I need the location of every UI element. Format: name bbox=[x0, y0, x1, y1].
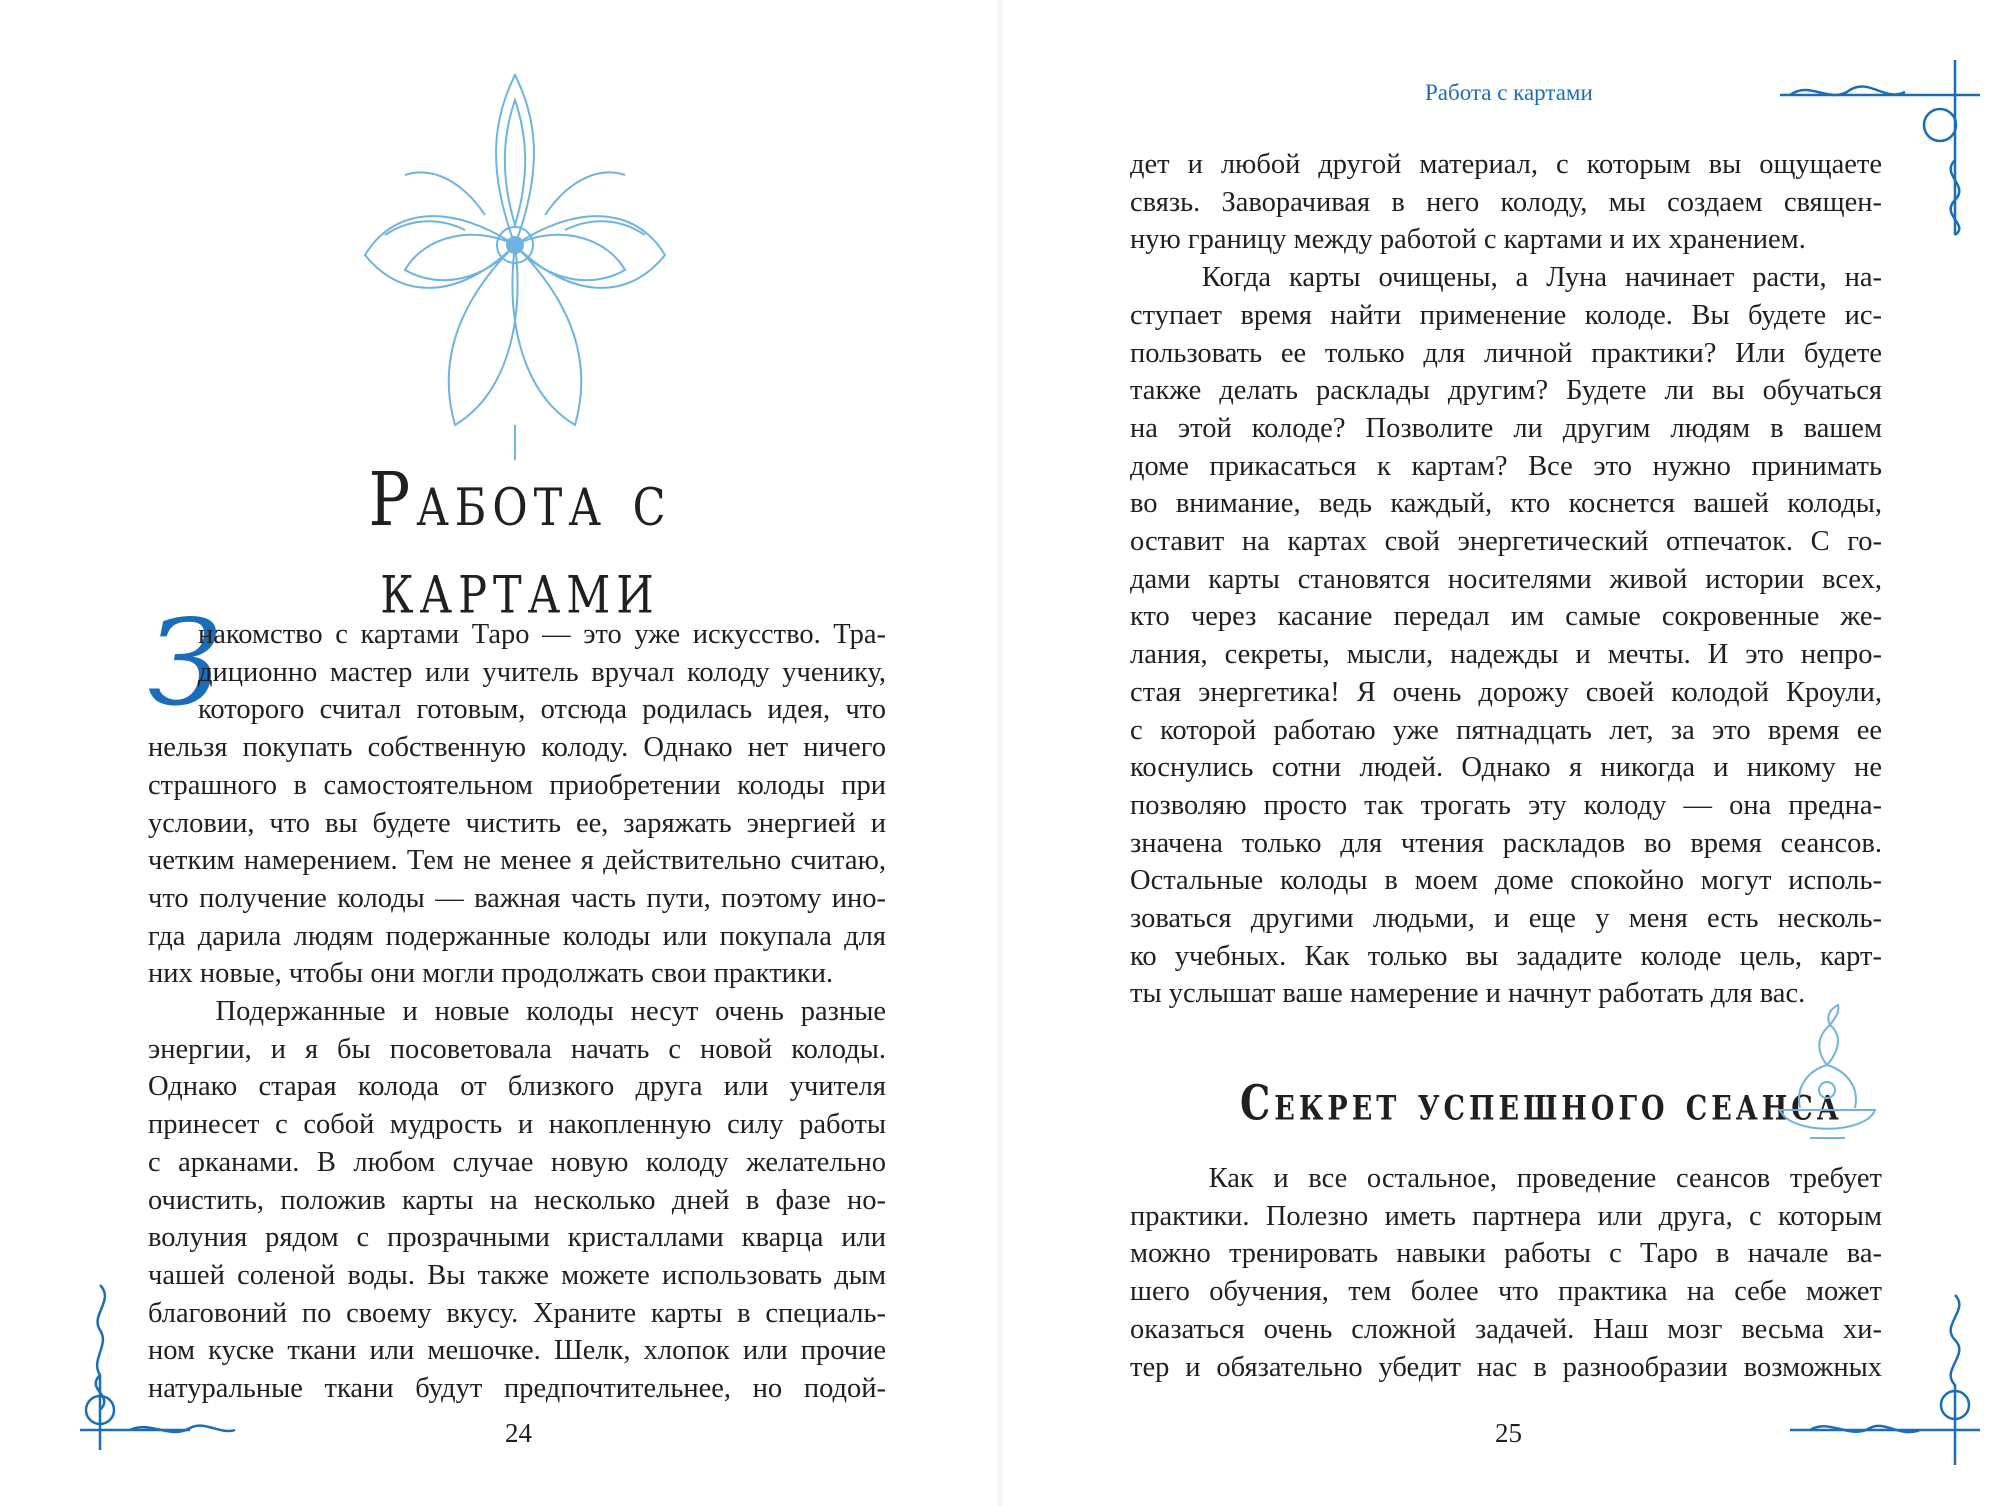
text-line: лания, секреты, мысли, надежды и мечты. И это непро- bbox=[1130, 639, 1882, 671]
page-number: 24 bbox=[505, 1418, 532, 1448]
text-line: с арканами. В любом случае новую колоду желательно bbox=[148, 1146, 886, 1178]
text-line: них новые, чтобы они могли продолжать свои практики. bbox=[148, 958, 834, 990]
chapter-title: Работа с картами bbox=[368, 455, 672, 631]
text-line: тер и обязательно убедит нас в разнообразии возможных bbox=[1130, 1351, 1882, 1383]
text-line: накомство с картами Таро — это уже искусство. Тра- bbox=[198, 619, 886, 650]
corner-flourish-icon bbox=[1770, 1290, 1985, 1470]
text-line: ты услышат ваше намерение и начнут работать для вас. bbox=[1130, 978, 1806, 1010]
text-line: чашей соленой воды. Вы также можете использовать дым bbox=[148, 1259, 886, 1291]
text-line: также делать расклады другим? Будете ли вы обучаться bbox=[1130, 375, 1882, 407]
text-line: что получение колоды — важная часть пути, поэтому ино- bbox=[148, 882, 886, 914]
right-body-text-top bbox=[1130, 146, 1882, 1013]
text-line: очистить, положив карты на несколько дней в фазе но- bbox=[148, 1184, 886, 1216]
text-line: Когда карты очищены, а Луна начинает расти, на- bbox=[1130, 262, 1882, 294]
text-line: Подержанные и новые колоды несут очень разные bbox=[148, 996, 886, 1028]
text-line: ном куске ткани или мешочке. Шелк, хлопок или прочие bbox=[148, 1335, 886, 1367]
text-line: принесет с собой мудрость и накопленную силу работы bbox=[148, 1109, 886, 1141]
right-page bbox=[1000, 0, 2000, 1506]
text-line: гда дарила людям подержанные колоды или покупала для bbox=[148, 920, 886, 952]
text-line: зоваться другими людьми, и еще у меня есть несколь- bbox=[1130, 903, 1882, 935]
text-line: нельзя покупать собственную колоду. Однако нет ничего bbox=[148, 732, 886, 764]
text-line: значена только для чтения раскладов во время сеансов. bbox=[1130, 827, 1882, 859]
text-line: Как и все остальное, проведение сеансов требует bbox=[1130, 1163, 1882, 1194]
text-line: четким намерением. Тем не менее я действительно считаю, bbox=[148, 845, 886, 877]
text-line: которого считал готовым, отсюда родилась идея, что bbox=[198, 694, 886, 726]
text-line: волуния рядом с прозрачными кристаллами кварца или bbox=[148, 1222, 886, 1254]
text-line: натуральные ткани будут предпочтительнее, но подой- bbox=[148, 1373, 886, 1405]
text-line: пользовать ее только для личной практики? Или будете bbox=[1130, 337, 1882, 369]
text-line: энергии, и я бы посоветовала начать с новой колоды. bbox=[148, 1033, 886, 1065]
text-line: на этой колоде? Позволите ли другим людям в вашем bbox=[1130, 412, 1882, 444]
oil-lamp-icon bbox=[1770, 1000, 1885, 1150]
text-line: Однако старая колода от близкого друга или учителя bbox=[148, 1071, 886, 1103]
text-line: диционно мастер или учитель вручал колоду ученику, bbox=[198, 656, 886, 688]
text-line: страшного в самостоятельном приобретении колоды при bbox=[148, 769, 886, 801]
text-line: дет и любой другой материал, с которым вы ощущаете bbox=[1130, 149, 1882, 180]
text-line: ко учебных. Как только вы зададите колоде цель, карт- bbox=[1130, 940, 1882, 972]
text-line: с которой работаю уже пятнадцать лет, за это время ее bbox=[1130, 714, 1882, 746]
text-line: кто через касание передал им самые сокровенные же- bbox=[1130, 601, 1882, 633]
text-line: оставит на картах свой энергетический отпечаток. С го- bbox=[1130, 526, 1882, 558]
text-line: условии, что вы будете чистить ее, заряжать энергией и bbox=[148, 807, 886, 839]
text-line: коснулись сотни людей. Однако я никогда и никому не bbox=[1130, 752, 1882, 784]
text-line: благовоний по своему вкусу. Храните карты в специаль- bbox=[148, 1297, 886, 1329]
running-header: Работа с картами bbox=[1425, 80, 1593, 105]
text-line: практики. Полезно иметь партнера или друга, с которым bbox=[1130, 1200, 1882, 1232]
text-line: позволяю просто так трогать эту колоду — она предна- bbox=[1130, 789, 1882, 821]
text-line: шего обучения, тем более что практика на себе может bbox=[1130, 1276, 1882, 1308]
text-line: Остальные колоды в моем доме спокойно могут исполь- bbox=[1130, 865, 1882, 897]
section-title: Секрет успешного сеанса bbox=[1240, 1074, 1843, 1131]
corner-flourish-icon bbox=[70, 1280, 270, 1460]
text-line: стая энергетика! Я очень дорожу своей колодой Кроули, bbox=[1130, 676, 1882, 708]
lotus-mandala-icon bbox=[345, 55, 685, 465]
text-line: связь. Заворачивая в него колоду, мы создаем священ- bbox=[1130, 186, 1882, 218]
dropcap: З bbox=[148, 594, 222, 732]
text-line: можно тренировать навыки работы с Таро в начале ва- bbox=[1130, 1238, 1882, 1270]
page-number: 25 bbox=[1495, 1418, 1522, 1448]
text-line: доме прикасаться к картам? Все это нужно принимать bbox=[1130, 450, 1882, 482]
text-line: ную границу между работой с картами и их хранением. bbox=[1130, 224, 1806, 256]
text-line: оказаться очень сложной задачей. Наш мозг весьма хи- bbox=[1130, 1313, 1882, 1345]
text-line: дами карты становятся носителями живой истории всех, bbox=[1130, 563, 1882, 595]
text-line: во внимание, ведь каждый, кто коснется вашей колоды, bbox=[1130, 488, 1882, 520]
text-line: ступает время найти применение колоде. Вы будете ис- bbox=[1130, 299, 1882, 331]
